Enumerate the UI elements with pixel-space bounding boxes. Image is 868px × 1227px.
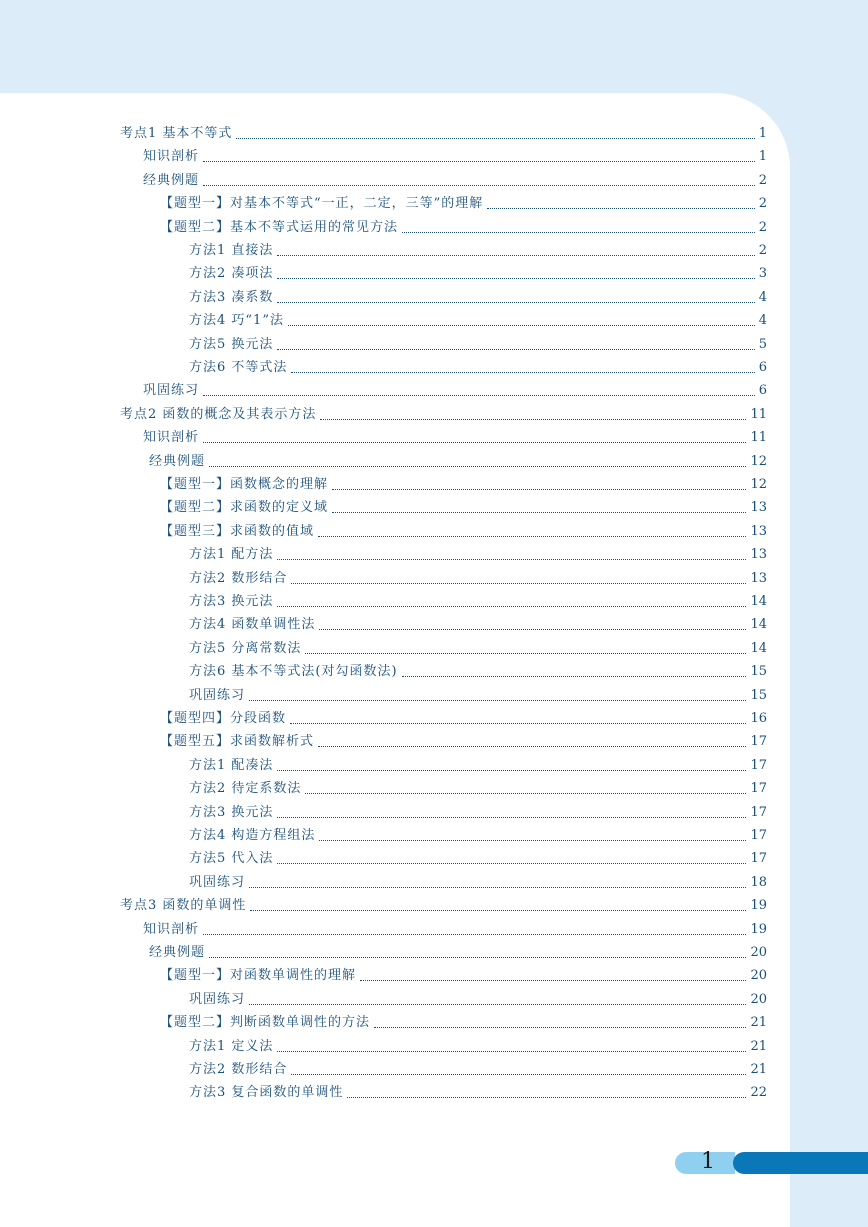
toc-entry-page: 17	[750, 734, 767, 750]
toc-entry[interactable]	[189, 775, 767, 797]
toc-entry-page: 21	[750, 1038, 767, 1054]
toc-entry[interactable]	[189, 331, 767, 353]
toc-entry[interactable]	[189, 658, 767, 680]
toc-entry[interactable]	[189, 869, 767, 891]
toc-entry-label: 方法6 不等式法	[189, 360, 288, 375]
dot-leader	[305, 652, 746, 654]
toc-entry-page: 20	[750, 968, 767, 984]
toc-entry[interactable]	[143, 377, 767, 399]
toc-entry-page: 13	[750, 547, 767, 563]
toc-entry[interactable]	[143, 424, 767, 446]
toc-entry[interactable]	[189, 752, 767, 774]
toc-entry-page: 1	[758, 149, 767, 165]
toc-entry-label: 经典例题	[149, 945, 206, 960]
toc-entry-page: 12	[750, 477, 767, 492]
toc-entry-label: 考点3 函数的单调性	[120, 898, 247, 914]
toc-entry[interactable]	[189, 1079, 767, 1101]
toc-entry[interactable]	[120, 401, 767, 423]
toc-entry-page: 13	[750, 500, 767, 516]
toc-entry-page: 2	[758, 172, 767, 188]
toc-entry-label: 知识剖析	[143, 149, 200, 165]
dot-leader	[290, 722, 746, 724]
toc-entry-page: 12	[750, 453, 767, 469]
toc-entry[interactable]	[160, 1009, 767, 1031]
toc-entry[interactable]	[160, 518, 767, 540]
dot-leader	[347, 1096, 746, 1098]
toc-entry[interactable]	[189, 565, 767, 587]
toc-entry-label: 方法5 分离常数法	[189, 640, 302, 656]
toc-entry-page: 2	[758, 243, 767, 258]
toc-entry-label: 巩固练习	[189, 687, 246, 703]
dot-leader	[374, 1026, 746, 1028]
toc-entry-label: 【题型二】求函数的定义域	[160, 500, 329, 516]
toc-entry-page: 4	[758, 313, 767, 329]
toc-entry-page: 19	[750, 898, 767, 914]
toc-entry[interactable]	[160, 471, 767, 493]
dot-leader	[203, 160, 755, 162]
dot-leader	[277, 301, 754, 303]
dot-leader	[277, 605, 746, 607]
dot-leader	[203, 394, 755, 396]
dot-leader	[319, 628, 746, 630]
dot-leader	[277, 558, 746, 560]
toc-entry-page: 11	[750, 430, 767, 446]
toc-entry[interactable]	[160, 214, 767, 236]
toc-entry-label: 巩固练习	[189, 991, 246, 1007]
dot-leader	[209, 465, 746, 467]
toc-entry[interactable]	[189, 682, 767, 704]
toc-entry-label: 知识剖析	[143, 430, 200, 446]
toc-entry[interactable]	[160, 705, 767, 727]
dot-leader	[291, 582, 746, 584]
toc-entry-label: 方法1 定义法	[189, 1038, 274, 1054]
toc-entry[interactable]	[189, 611, 767, 633]
toc-entry[interactable]	[189, 307, 767, 329]
toc-entry-label: 方法2 凑项法	[189, 266, 274, 282]
toc-entry-page: 17	[750, 804, 767, 820]
toc-entry-page: 14	[750, 640, 767, 656]
toc-entry-label: 方法3 凑系数	[189, 289, 274, 305]
toc-entry-label: 考点2 函数的概念及其表示方法	[120, 406, 317, 422]
toc-entry[interactable]	[160, 190, 767, 212]
toc-entry-label: 方法3 换元法	[189, 594, 274, 609]
toc-entry-page: 17	[750, 757, 767, 773]
dot-leader	[203, 933, 746, 935]
dot-leader	[319, 839, 746, 841]
dot-leader	[203, 184, 755, 186]
dot-leader	[487, 207, 754, 209]
toc-entry-page: 11	[750, 406, 767, 422]
toc-entry[interactable]	[189, 354, 767, 376]
dot-leader	[360, 979, 746, 981]
toc-entry-page: 2	[758, 219, 767, 235]
toc-entry[interactable]	[143, 143, 767, 165]
toc-entry-page: 15	[750, 664, 767, 680]
toc-entry[interactable]	[189, 845, 767, 867]
toc-entry[interactable]	[189, 588, 767, 610]
toc-entry-page: 6	[758, 383, 767, 399]
toc-entry-label: 方法6 基本不等式法(对勾函数法)	[189, 664, 398, 680]
toc-entry-page: 20	[750, 945, 767, 960]
toc-entry-page: 21	[750, 1015, 767, 1031]
toc-entry[interactable]	[143, 916, 767, 938]
toc-entry[interactable]	[149, 939, 767, 961]
dot-leader	[277, 277, 754, 279]
toc-entry-label: 方法3 换元法	[189, 804, 274, 820]
toc-entry[interactable]	[189, 635, 767, 657]
toc-entry-label: 【题型五】求函数解析式	[160, 734, 315, 750]
toc-entry-page: 2	[758, 196, 767, 212]
dot-leader	[209, 956, 746, 958]
toc-entry-label: 方法2 待定系数法	[189, 781, 302, 797]
toc-entry[interactable]	[160, 962, 767, 984]
toc-entry-label: 方法5 代入法	[189, 851, 274, 867]
toc-entry-page: 1	[758, 126, 767, 141]
toc-entry-page: 14	[750, 594, 767, 609]
toc-entry-page: 18	[750, 874, 767, 890]
toc-entry-page: 4	[758, 289, 767, 305]
dot-leader	[277, 1050, 746, 1052]
toc-entry-label: 【题型四】分段函数	[160, 711, 287, 726]
dot-leader	[277, 769, 746, 771]
toc-entry-label: 【题型一】对函数单调性的理解	[160, 968, 357, 984]
dot-leader	[320, 418, 746, 420]
dot-leader	[277, 254, 754, 256]
page-number: 1	[701, 1149, 715, 1174]
toc-entry-label: 【题型三】求函数的值域	[160, 523, 315, 539]
toc-entry[interactable]	[189, 822, 767, 844]
toc-entry-label: 方法5 换元法	[189, 336, 274, 352]
toc-entry-page: 16	[750, 711, 767, 726]
toc-entry-page: 14	[750, 617, 767, 633]
dot-leader	[291, 1073, 746, 1075]
dot-leader	[318, 535, 746, 537]
toc-entry[interactable]	[189, 260, 767, 282]
dot-leader	[402, 675, 747, 677]
dot-leader	[305, 792, 746, 794]
toc-entry-label: 经典例题	[149, 453, 206, 469]
toc-entry-label: 方法2 数形结合	[189, 570, 288, 586]
toc-entry-page: 13	[750, 570, 767, 586]
toc-entry[interactable]	[189, 1033, 767, 1055]
dot-leader	[332, 511, 746, 513]
dot-leader	[203, 441, 746, 443]
dot-leader	[277, 348, 754, 350]
footer-tab-accent	[733, 1152, 868, 1174]
dot-leader	[250, 909, 746, 911]
toc-entry[interactable]	[120, 892, 767, 914]
dot-leader	[291, 371, 754, 373]
toc-entry[interactable]	[143, 167, 767, 189]
toc-entry-page: 15	[750, 687, 767, 703]
dot-leader	[249, 699, 746, 701]
dot-leader	[318, 745, 746, 747]
toc-entry-page: 17	[750, 851, 767, 867]
toc-entry-page: 6	[758, 360, 767, 375]
dot-leader	[277, 816, 746, 818]
toc-entry-label: 【题型二】判断函数单调性的方法	[160, 1015, 371, 1031]
toc-entry-page: 22	[750, 1085, 767, 1101]
toc-entry-page: 20	[750, 991, 767, 1007]
toc-entry[interactable]	[189, 1056, 767, 1078]
toc-entry-label: 【题型一】对基本不等式“一正，二定，三等”的理解	[160, 196, 484, 212]
dot-leader	[402, 231, 755, 233]
toc-entry[interactable]	[189, 237, 767, 259]
toc-entry[interactable]	[160, 494, 767, 516]
toc-entry-label: 考点1 基本不等式	[120, 126, 233, 141]
toc-entry-page: 13	[750, 523, 767, 539]
toc-entry-label: 【题型一】函数概念的理解	[160, 477, 329, 492]
toc-entry-label: 方法1 配方法	[189, 547, 274, 563]
dot-leader	[277, 862, 746, 864]
dot-leader	[288, 324, 755, 326]
toc-entry-page: 17	[750, 781, 767, 797]
toc-entry-page: 19	[750, 921, 767, 937]
toc-entry-page: 3	[758, 266, 767, 282]
toc-entry-label: 方法3 复合函数的单调性	[189, 1085, 344, 1101]
toc-entry-label: 方法4 函数单调性法	[189, 617, 316, 633]
toc-entry[interactable]	[160, 728, 767, 750]
toc-entry[interactable]	[189, 799, 767, 821]
toc-entry-label: 经典例题	[143, 172, 200, 188]
toc-entry-label: 巩固练习	[143, 383, 200, 399]
toc-entry-label: 方法4 巧“1”法	[189, 313, 284, 329]
toc-entry-label: 方法2 数形结合	[189, 1062, 288, 1077]
dot-leader	[249, 886, 746, 888]
toc-entry-label: 知识剖析	[143, 921, 200, 937]
toc-entry-label: 【题型二】基本不等式运用的常见方法	[160, 219, 399, 235]
toc-entry-label: 方法1 直接法	[189, 243, 274, 258]
toc-entry-page: 17	[750, 828, 767, 843]
toc-entry-page: 21	[750, 1062, 767, 1077]
dot-leader	[236, 137, 754, 139]
toc-entry[interactable]	[189, 986, 767, 1008]
toc-entry[interactable]	[120, 120, 767, 142]
dot-leader	[332, 488, 746, 490]
dot-leader	[249, 1003, 746, 1005]
toc-entry[interactable]	[149, 448, 767, 470]
toc-entry-label: 方法4 构造方程组法	[189, 828, 316, 843]
toc-entry[interactable]	[189, 541, 767, 563]
toc-entry-label: 方法1 配凑法	[189, 757, 274, 773]
toc-entry-page: 5	[758, 336, 767, 352]
toc-entry[interactable]	[189, 284, 767, 306]
toc-entry-label: 巩固练习	[189, 874, 246, 890]
